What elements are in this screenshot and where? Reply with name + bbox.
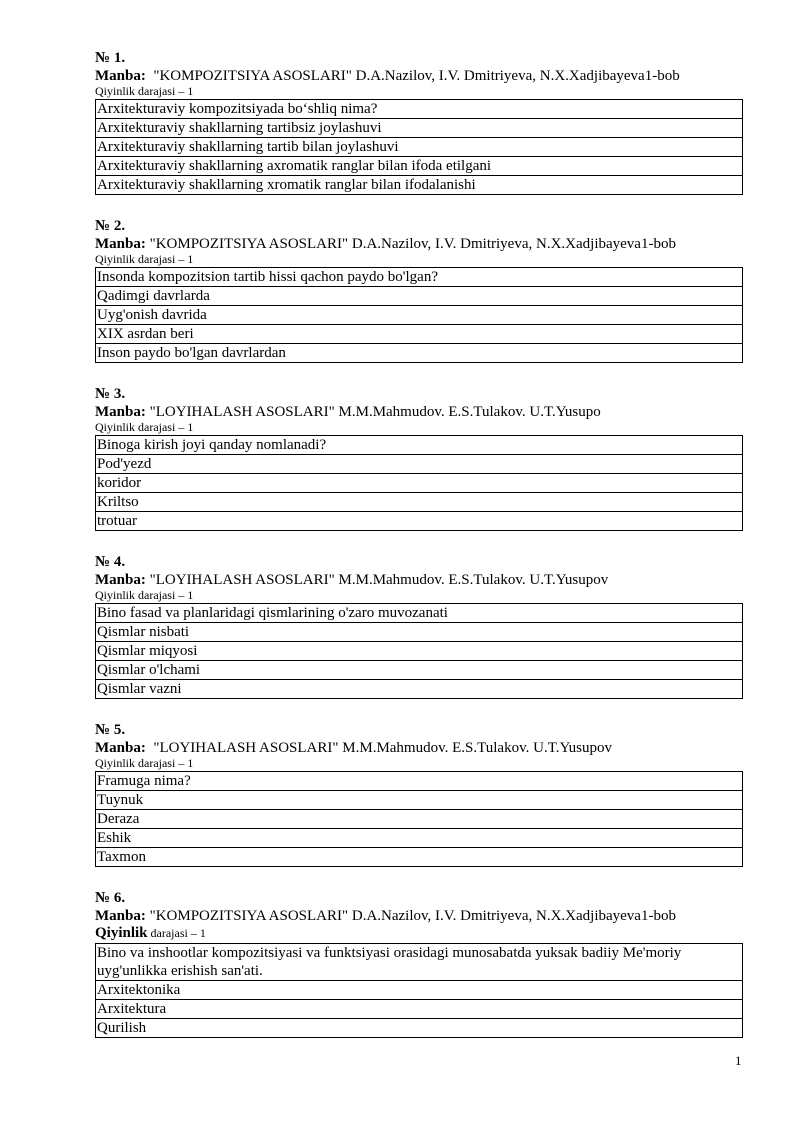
source-label: Manba:: [95, 236, 146, 252]
answer-option: koridor: [96, 474, 743, 493]
source-text: "LOYIHALASH ASOSLARI" M.M.Mahmudov. E.S.Tulakov. U.T.Yusupov: [145, 740, 613, 756]
question-source: [95, 403, 743, 421]
question-block-2: [95, 217, 743, 363]
question-source: [95, 907, 743, 925]
answer-option: Taxmon: [96, 848, 743, 867]
answer-option: Qismlar o'lchami: [96, 661, 743, 680]
question-source: [95, 739, 743, 757]
question-number: № 5.: [95, 722, 126, 738]
difficulty-level: [95, 757, 743, 770]
answer-option: Deraza: [96, 810, 743, 829]
difficulty-level: [95, 925, 743, 942]
question-text: Bino fasad va planlaridagi qismlarining o'zaro muvozanati: [96, 604, 743, 623]
source-text: "KOMPOZITSIYA ASOSLARI" D.A.Nazilov, I.V. Dmitriyeva, N.X.Xadjibayeva1-bob: [145, 236, 676, 252]
answer-option: Qadimgi davrlarda: [96, 287, 743, 306]
question-number: № 1.: [95, 50, 126, 66]
difficulty-text: darajasi – 1: [147, 926, 206, 940]
question-text: Insonda kompozitsion tartib hissi qachon paydo bo'lgan?: [96, 268, 743, 287]
difficulty-level: [95, 589, 743, 602]
answer-option: Arxitekturaviy shakllarning axromatik ranglar bilan ifoda etilgani: [96, 157, 743, 176]
question-text: Bino va inshootlar kompozitsiyasi va funktsiyasi orasidagi munosabatda yuksak badiiy Me'moriy uyg'unlikka erishish san'ati.: [96, 944, 743, 981]
difficulty-level: [95, 85, 743, 98]
source-label: Manba:: [95, 68, 146, 84]
question-table: [95, 603, 743, 699]
question-text: Binoga kirish joyi qanday nomlanadi?: [96, 436, 743, 455]
answer-option: Tuynuk: [96, 791, 743, 810]
source-label: Manba:: [95, 404, 146, 420]
question-block-1: [95, 49, 743, 195]
answer-option: Arxitektonika: [96, 981, 743, 1000]
answer-option: Arxitekturaviy shakllarning tartib bilan joylashuvi: [96, 138, 743, 157]
answer-option: trotuar: [96, 512, 743, 531]
question-block-4: [95, 553, 743, 699]
difficulty-text: Qiyinlik darajasi – 1: [95, 756, 194, 770]
answer-option: Kriltso: [96, 493, 743, 512]
question-number: № 4.: [95, 554, 126, 570]
source-label: Manba:: [95, 740, 146, 756]
question-source: [95, 235, 743, 253]
source-text: "KOMPOZITSIYA ASOSLARI" D.A.Nazilov, I.V. Dmitriyeva, N.X.Xadjibayeva1-bob: [145, 908, 676, 924]
difficulty-text: Qiyinlik darajasi – 1: [95, 252, 194, 266]
source-label: Manba:: [95, 572, 146, 588]
question-source: [95, 571, 743, 589]
page-number: 1: [735, 1053, 742, 1068]
question-table: [95, 267, 743, 363]
source-label: Manba:: [95, 908, 146, 924]
difficulty-text: Qiyinlik darajasi – 1: [95, 588, 194, 602]
question-source: [95, 67, 743, 85]
question-block-5: [95, 721, 743, 867]
answer-option: Uyg'onish davrida: [96, 306, 743, 325]
answer-option: Qismlar nisbati: [96, 623, 743, 642]
difficulty-text: Qiyinlik darajasi – 1: [95, 84, 194, 98]
question-table: [95, 99, 743, 195]
question-table: [95, 771, 743, 867]
question-text: Arxitekturaviy kompozitsiyada bo‘shliq nima?: [96, 100, 743, 119]
answer-option: Qurilish: [96, 1019, 743, 1038]
answer-option: Pod'yezd: [96, 455, 743, 474]
question-number: № 3.: [95, 386, 126, 402]
difficulty-text: Qiyinlik darajasi – 1: [95, 420, 194, 434]
answer-option: Eshik: [96, 829, 743, 848]
source-text: "LOYIHALASH ASOSLARI" M.M.Mahmudov. E.S.Tulakov. U.T.Yusupo: [145, 404, 601, 420]
question-block-3: [95, 385, 743, 531]
question-number: № 2.: [95, 218, 126, 234]
answer-option: Inson paydo bo'lgan davrlardan: [96, 344, 743, 363]
difficulty-level: [95, 253, 743, 266]
answer-option: Qismlar vazni: [96, 680, 743, 699]
question-text: Framuga nima?: [96, 772, 743, 791]
answer-option: Arxitektura: [96, 1000, 743, 1019]
answer-option: Arxitekturaviy shakllarning tartibsiz joylashuvi: [96, 119, 743, 138]
question-table: [95, 435, 743, 531]
question-block-6: [95, 889, 743, 1038]
question-number: № 6.: [95, 890, 126, 906]
answer-option: XIX asrdan beri: [96, 325, 743, 344]
question-table: [95, 943, 743, 1038]
difficulty-label-bold: Qiyinlik: [95, 925, 148, 941]
answer-option: Qismlar miqyosi: [96, 642, 743, 661]
difficulty-level: [95, 421, 743, 434]
source-text: "LOYIHALASH ASOSLARI" M.M.Mahmudov. E.S.Tulakov. U.T.Yusupov: [145, 572, 609, 588]
source-text: "KOMPOZITSIYA ASOSLARI" D.A.Nazilov, I.V. Dmitriyeva, N.X.Xadjibayeva1-bob: [145, 68, 680, 84]
answer-option: Arxitekturaviy shakllarning xromatik ranglar bilan ifodalanishi: [96, 176, 743, 195]
